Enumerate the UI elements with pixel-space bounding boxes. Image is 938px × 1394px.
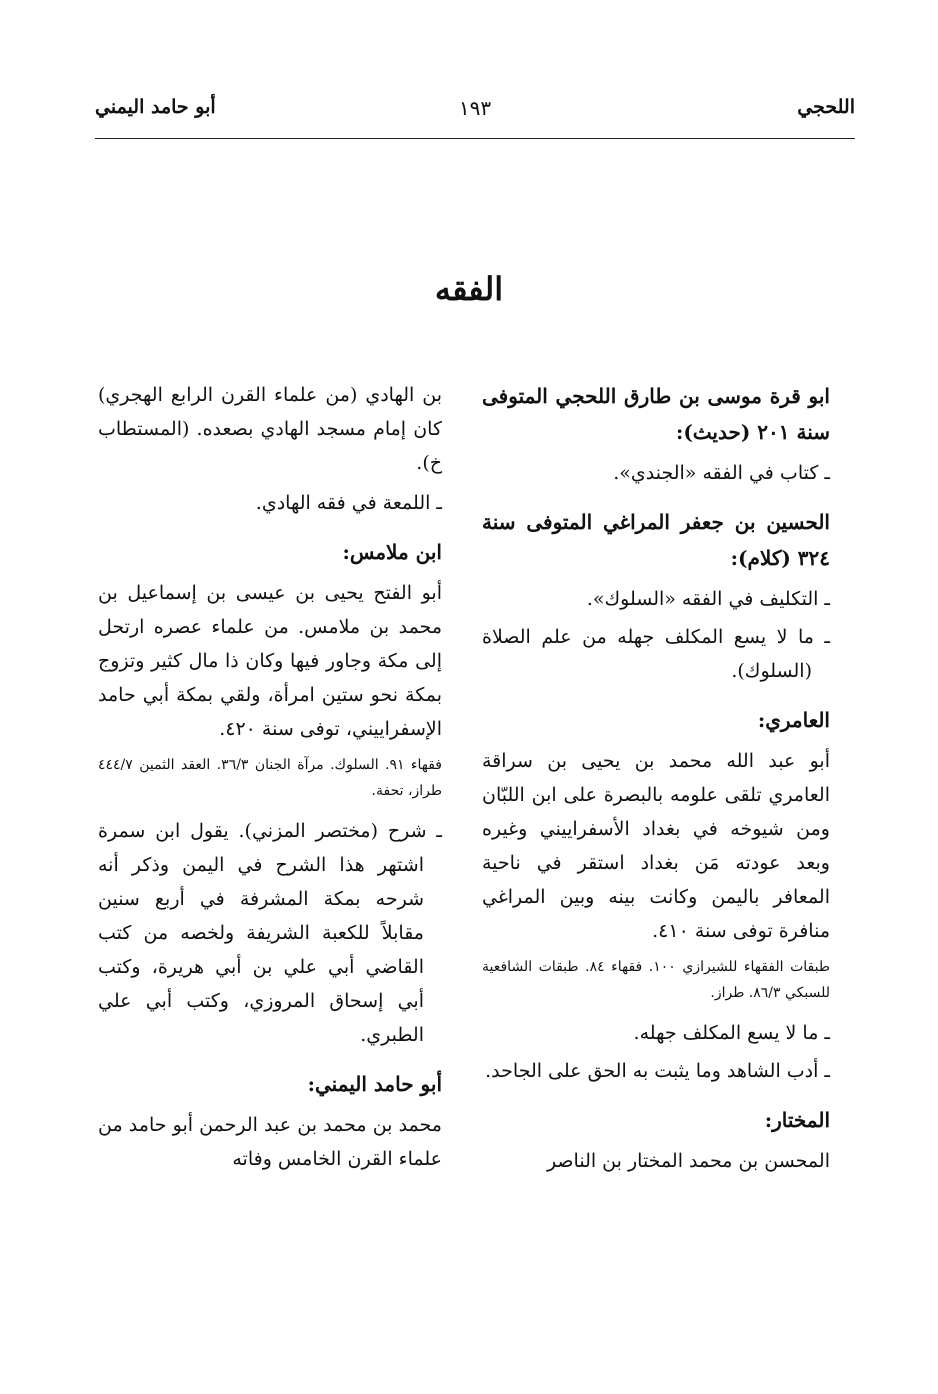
entry-heading: العامري: [757, 708, 830, 732]
entry-text: محمد بن محمد بن عبد الرحمن أبو حامد من علماء القرن الخامس وفاته [98, 1114, 442, 1170]
entry-heading: أبو حامد اليمني: [307, 1072, 442, 1096]
entry-item: ـ شرح (مختصر المزني). يقول ابن سمرة اشتهر هذا الشرح في اليمن وذكر أنه شرحه بمكة المشرفة في أربع سنين مقابلاً للكعبة الشريفة ولخصه من كتب القاضي أبي علي بن أبي هريرة، وكتب أبي إسحاق المروزي، وكتب أبي علي الطبري. [98, 820, 442, 1046]
entry-item: ـ كتاب في الفقه «الجندي». [613, 462, 830, 484]
entry-item: ـ أدب الشاهد وما يثبت به الحق على الجاحد. [485, 1060, 830, 1082]
section-title: الفقه [434, 270, 504, 308]
entry-item: ـ التكليف في الفقه «السلوك». [586, 588, 830, 610]
header-left-title: أبو حامد اليمني [95, 96, 216, 118]
entry-text: بن الهادي (من علماء القرن الرابع الهجري) كان إمام مسجد الهادي بصعده. (المستطاب خ). [98, 384, 442, 474]
entry-item: ـ ما لا يسع المكلف جهله. [633, 1022, 830, 1044]
page-number: ١٩٣ [458, 96, 492, 120]
entry-heading: المختار: [764, 1108, 830, 1132]
entry-heading: ابن ملامس: [342, 540, 442, 564]
left-column [98, 378, 442, 1182]
entry-footnote: طبقات الفقهاء للشيرازي ١٠٠. فقهاء ٨٤. طبقات الشافعية للسبكي ٨٦/٣. طراز. [482, 959, 830, 1001]
entry-item: ـ ما لا يسع المكلف جهله من علم الصلاة (السلوك). [482, 626, 830, 682]
entry-item: ـ اللمعة في فقه الهادي. [255, 492, 442, 514]
entry-text: المحسن بن محمد المختار بن الناصر [546, 1150, 830, 1172]
right-column [482, 378, 830, 1184]
entry-heading: الحسين بن جعفر المراغي المتوفى سنة ٣٢٤ (كلام): [482, 510, 830, 570]
entry-text: أبو الفتح يحيى بن عيسى بن إسماعيل بن محمد بن ملامس. من علماء عصره ارتحل إلى مكة وجاور فيها وكان ذا مال كثير وتزوج بمكة نحو ستين امرأة، ولقي بمكة أبي حامد الإسفراييني، توفى سنة ٤٢٠. [98, 582, 442, 740]
entry-text: أبو عبد الله محمد بن يحيى بن سراقة العامري تلقى علومه بالبصرة على ابن اللبّان ومن شيوخه في بغداد الأسفراييني وغيره وبعد عودته مَن بغداد استقر في ناحية المعافر باليمن وكانت بينه وبين المراغي منافرة توفى سنة ٤١٠. [482, 750, 830, 942]
entry-footnote: فقهاء ٩١. السلوك. مرآة الجنان ٣٦/٣. العقد الثمين ٤٤٤/٧ طراز، تحفة. [98, 757, 442, 799]
header-rule [95, 138, 855, 139]
running-header [95, 96, 855, 130]
header-right-title: اللحجي [797, 96, 855, 118]
entry-heading: ابو قرة موسى بن طارق اللحجي المتوفى سنة ٢٠١ (حديث): [482, 384, 830, 444]
